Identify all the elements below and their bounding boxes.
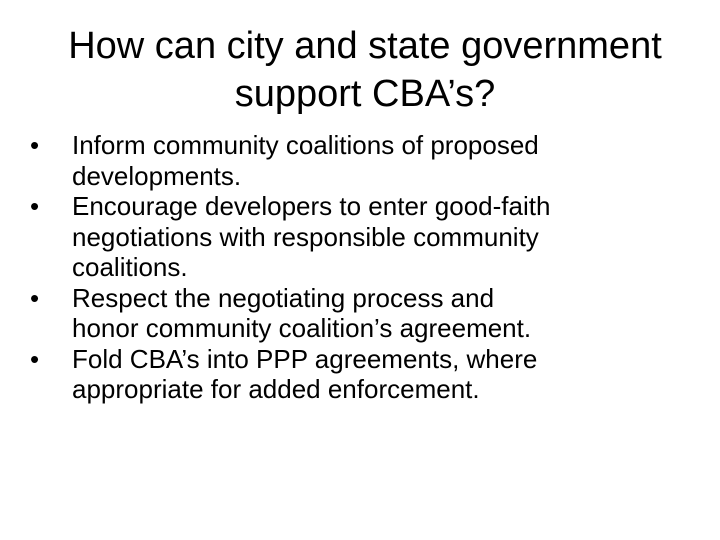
bullet-text-line: Inform community coalitions of proposed [72,130,539,160]
bullet-text-line: honor community coalition’s agreement. [72,313,532,343]
bullet-text-line: Fold CBA’s into PPP agreements, where [72,343,538,374]
bullet-text-line: coalitions. [72,252,188,282]
slide-title-line: support CBA’s? [234,73,496,115]
bullet-item [26,191,686,283]
bullet-icon: • [30,191,40,221]
bullet-text-line: appropriate for added enforcement. [72,374,480,404]
bullet-icon: • [30,343,40,374]
bullet-item [26,283,686,344]
bullet-item [26,130,686,191]
bullet-text-line: Respect the negotiating process and [72,282,495,313]
slide-title [40,22,690,118]
bullet-text-line: Encourage developers to enter good-faith [72,191,551,221]
bullet-text-line: developments. [72,160,242,191]
bullet-icon: • [30,130,40,160]
bullet-text-line: negotiations with responsible community [72,221,539,252]
bullet-list [26,130,686,405]
slide-title-line: How can city and state government [68,25,662,67]
bullet-item [26,344,686,405]
bullet-icon: • [30,282,40,313]
